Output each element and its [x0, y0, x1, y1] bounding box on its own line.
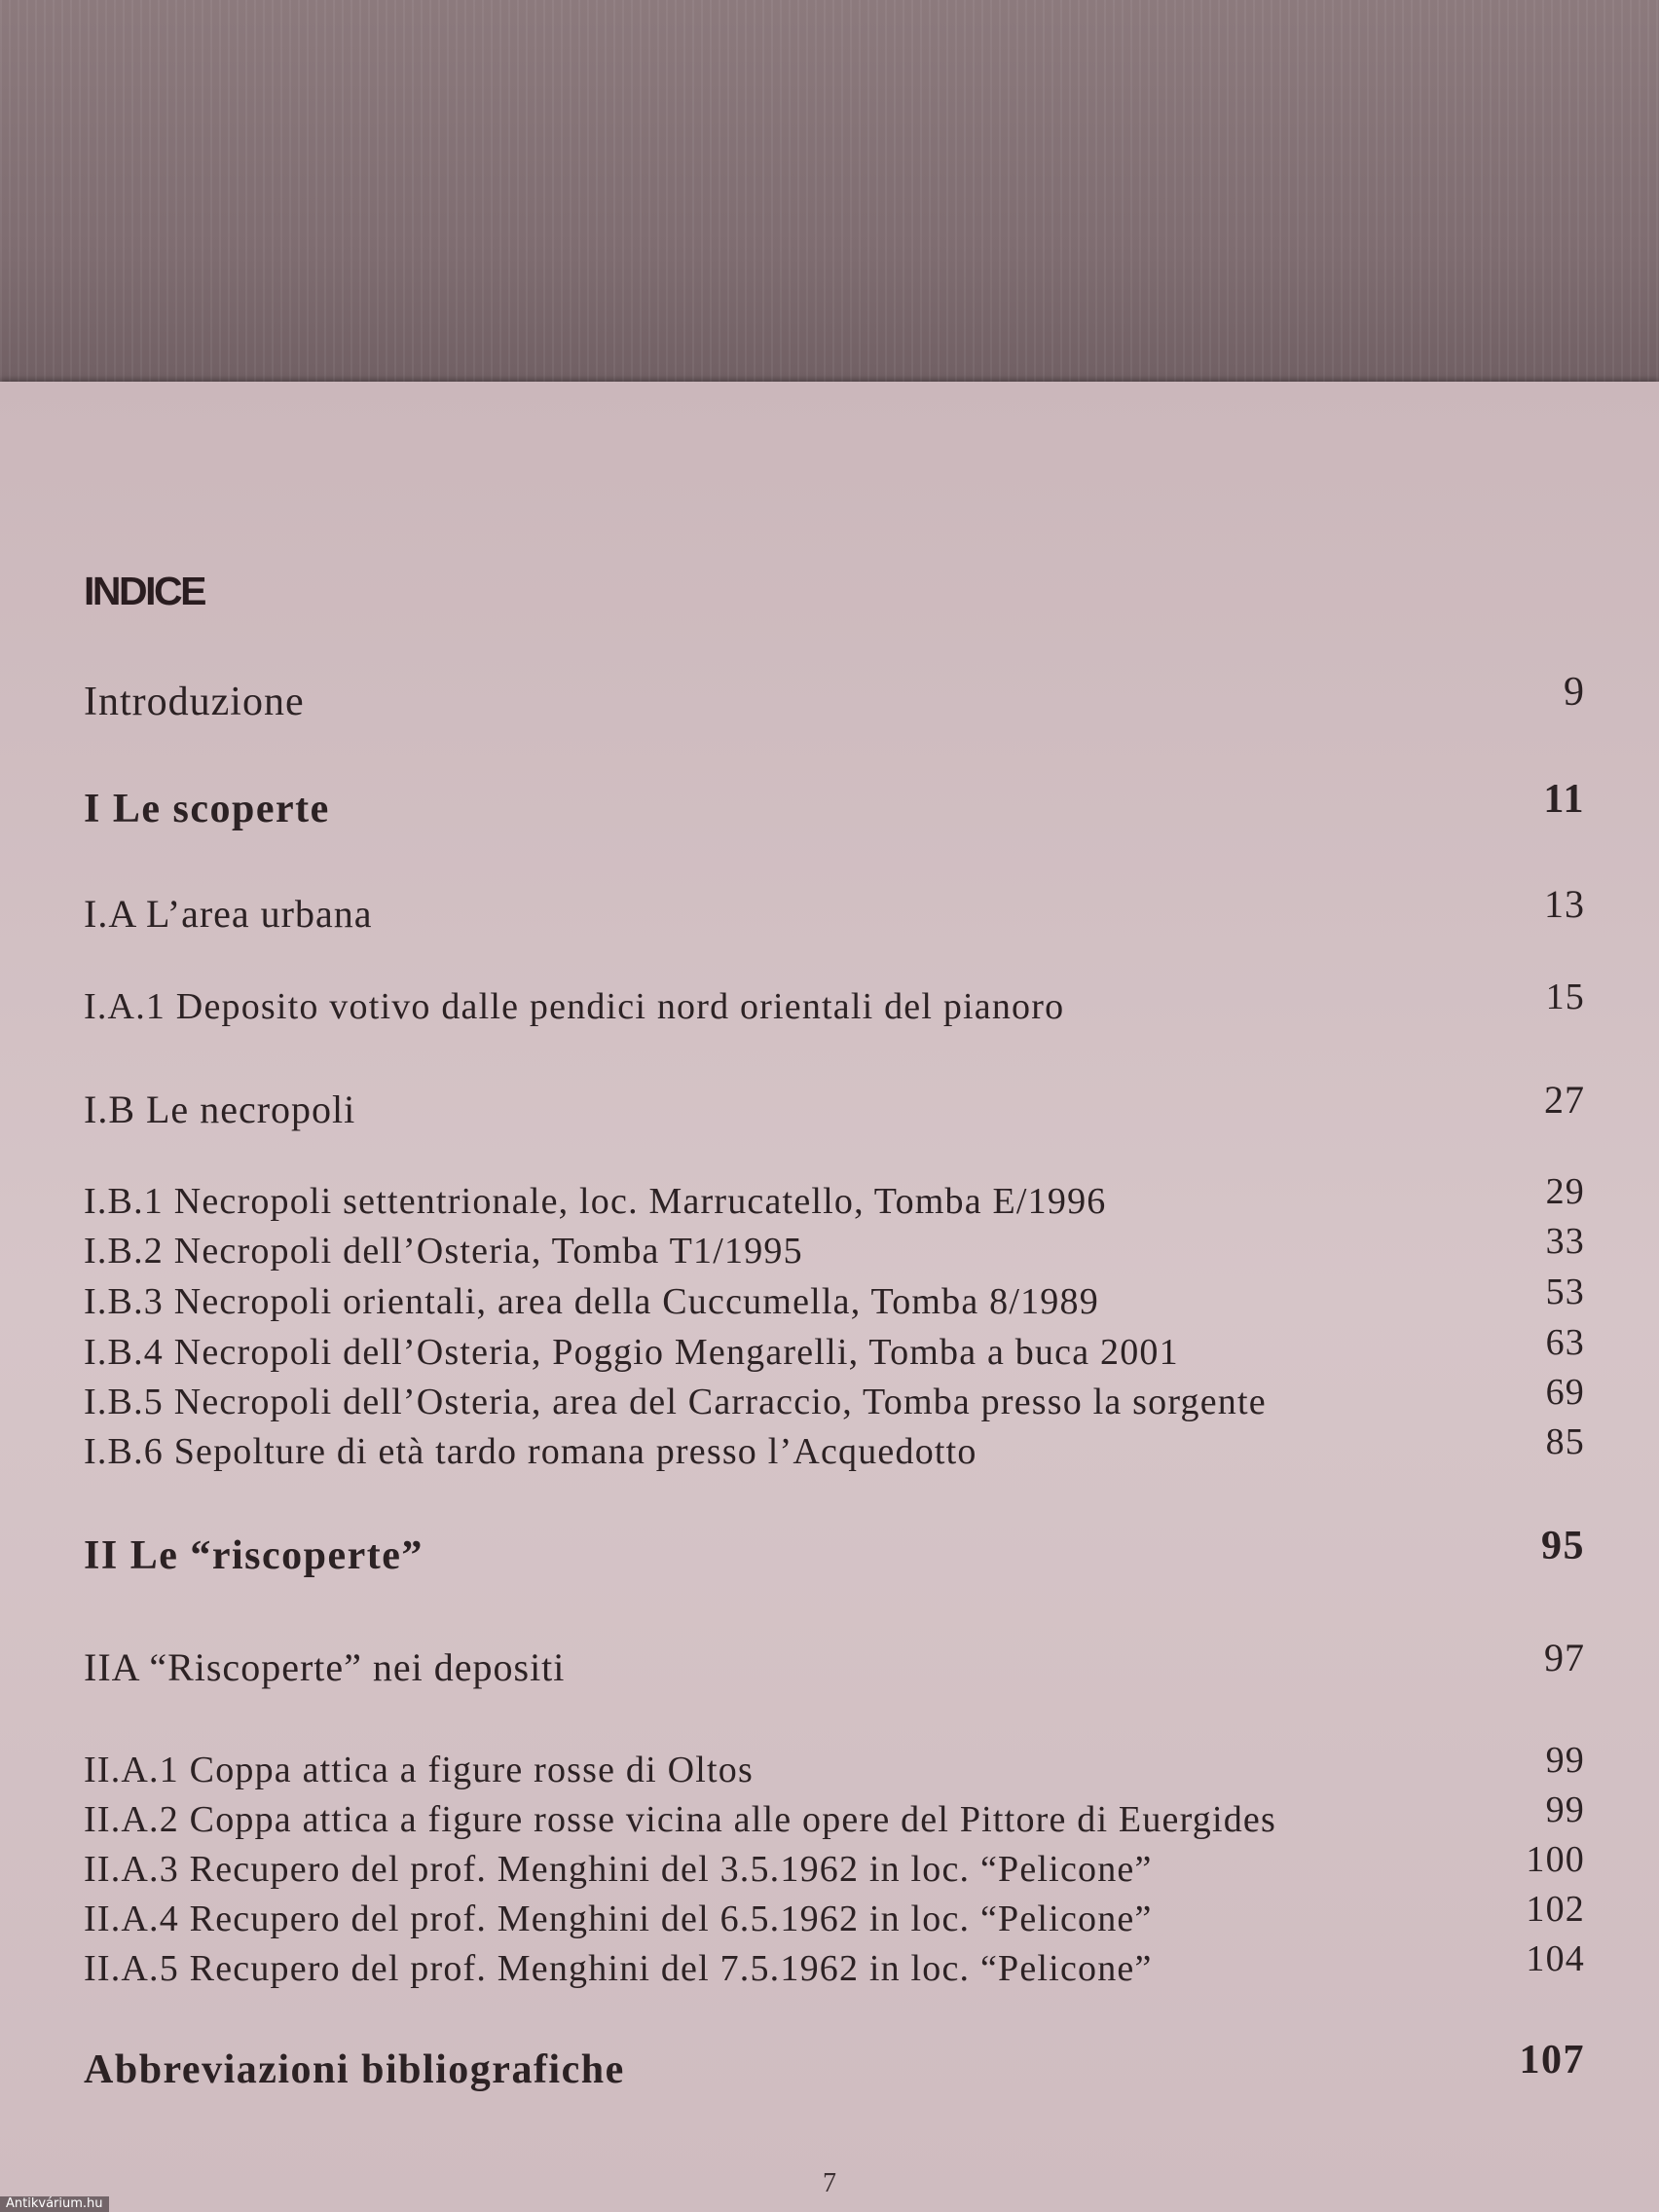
toc-entry-title: II.A.5 Recupero del prof. Menghini del 7.5.1962 in loc. “Pelicone” [84, 1948, 1153, 1989]
toc-entry-page: 85 [1545, 1421, 1585, 1462]
toc-entry-page: 27 [1544, 1078, 1585, 1122]
page-title: INDICE [84, 569, 204, 613]
toc-entry-title: I.B Le necropoli [84, 1088, 356, 1131]
toc-entry-title: II Le “riscoperte” [84, 1533, 424, 1578]
background-surface [0, 0, 1659, 409]
toc-entry-page: 13 [1544, 882, 1585, 926]
toc-entry-title: II.A.3 Recupero del prof. Menghini del 3.5.1962 in loc. “Pelicone” [84, 1849, 1153, 1890]
toc-entry-page: 33 [1545, 1221, 1585, 1262]
toc-entry-page: 9 [1564, 670, 1585, 715]
toc-entry-page: 69 [1545, 1372, 1585, 1413]
toc-entry-title: IIA “Riscoperte” nei depositi [84, 1645, 566, 1689]
toc-entry-title: I.B.6 Sepolture di età tardo romana presso l’Acquedotto [84, 1431, 977, 1472]
toc-entry-page: 102 [1526, 1889, 1585, 1930]
toc-entry-title: II.A.1 Coppa attica a figure rosse di Oltos [84, 1750, 754, 1790]
toc-entry-page: 100 [1526, 1839, 1585, 1880]
toc-entry-title: Abbreviazioni bibliografiche [84, 2047, 625, 2092]
toc-entry-page: 29 [1545, 1171, 1585, 1212]
toc-entry-title: I.B.1 Necropoli settentrionale, loc. Marrucatello, Tomba E/1996 [84, 1181, 1107, 1222]
toc-entry-page: 97 [1544, 1636, 1585, 1679]
toc-entry-page: 95 [1541, 1524, 1585, 1568]
toc-entry-title: I.B.2 Necropoli dell’Osteria, Tomba T1/1995 [84, 1231, 803, 1272]
toc-entry-page: 11 [1543, 777, 1585, 822]
toc-entry-title: I Le scoperte [84, 787, 330, 831]
toc-entry-title: I.A L’area urbana [84, 892, 373, 936]
toc-entry-title: II.A.4 Recupero del prof. Menghini del 6.5.1962 in loc. “Pelicone” [84, 1899, 1153, 1939]
page-number: 7 [823, 2168, 836, 2198]
watermark: Antikvárium.hu [0, 2196, 109, 2212]
toc-entry-page: 99 [1545, 1789, 1585, 1830]
toc-entry-title: I.B.3 Necropoli orientali, area della Cuccumella, Tomba 8/1989 [84, 1281, 1099, 1322]
toc-entry-title: I.B.5 Necropoli dell’Osteria, area del Carraccio, Tomba presso la sorgente [84, 1382, 1267, 1422]
toc-entry-page: 107 [1519, 2038, 1585, 2083]
toc-entry-page: 99 [1545, 1740, 1585, 1781]
toc-entry-title: II.A.2 Coppa attica a figure rosse vicina alle opere del Pittore di Euergides [84, 1799, 1276, 1840]
toc-entry-title: Introduzione [84, 680, 305, 724]
toc-entry-page: 53 [1545, 1272, 1585, 1312]
book-page [0, 382, 1659, 2212]
toc-entry-title: I.A.1 Deposito votivo dalle pendici nord orientali del pianoro [84, 986, 1065, 1027]
toc-entry-page: 63 [1545, 1322, 1585, 1363]
toc-entry-title: I.B.4 Necropoli dell’Osteria, Poggio Mengarelli, Tomba a buca 2001 [84, 1332, 1179, 1373]
toc-entry-page: 15 [1545, 977, 1585, 1017]
toc-entry-page: 104 [1526, 1938, 1585, 1979]
